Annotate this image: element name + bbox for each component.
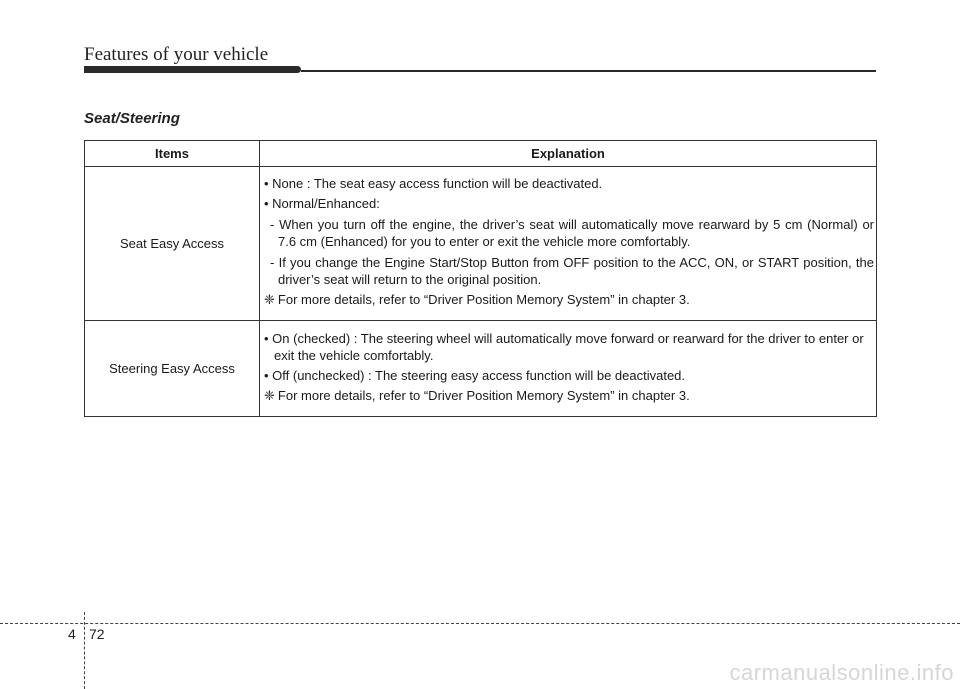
explanation-seat-easy-access [260, 167, 877, 321]
chapter-number: 4 [68, 626, 76, 642]
option-normal-enhanced: • Normal/Enhanced: [264, 196, 380, 211]
table-row [85, 321, 877, 417]
header-rule-thin [301, 70, 876, 72]
header-rule-thick [84, 66, 301, 73]
note-line [264, 292, 874, 308]
item-steering-easy-access: Steering Easy Access [85, 321, 260, 417]
page-number: 72 [89, 626, 105, 642]
note-mark-icon: ❈ [264, 388, 275, 403]
footer-dashed-rule [0, 623, 960, 624]
column-header-explanation: Explanation [260, 141, 877, 167]
note-text: For more details, refer to “Driver Position Memory System” in chapter 3. [277, 388, 690, 403]
note-text: For more details, refer to “Driver Position Memory System” in chapter 3. [277, 292, 690, 307]
detail-turn-off-engine: - When you turn off the engine, the driver’s seat will automatically move rearward by 5 cm (Normal) or 7.6 cm (Enhanced) for you to enter or exit the vehicle more comfortably. [270, 217, 874, 249]
explanation-steering-easy-access [260, 321, 877, 417]
page-header-title: Features of your vehicle [84, 44, 269, 65]
detail-start-stop-button: - If you change the Engine Start/Stop Button from OFF position to the ACC, ON, or START position, the driver’s seat will return to the original position. [270, 255, 874, 287]
section-title: Seat/Steering [84, 110, 180, 127]
note-line [264, 388, 874, 404]
column-header-items: Items [85, 141, 260, 167]
watermark: carmanualsonline.info [729, 660, 954, 685]
features-table [84, 140, 877, 417]
table-row [85, 167, 877, 321]
table-header-row [85, 141, 877, 167]
option-none: • None : The seat easy access function will be deactivated. [264, 176, 603, 191]
item-seat-easy-access: Seat Easy Access [85, 167, 260, 321]
option-on-checked: • On (checked) : The steering wheel will automatically move forward or rearward for the driver to enter or exit the vehicle comfortably. [264, 331, 864, 363]
note-mark-icon: ❈ [264, 292, 275, 307]
footer-vertical-rule [84, 612, 85, 689]
option-off-unchecked: • Off (unchecked) : The steering easy access function will be deactivated. [264, 368, 686, 383]
